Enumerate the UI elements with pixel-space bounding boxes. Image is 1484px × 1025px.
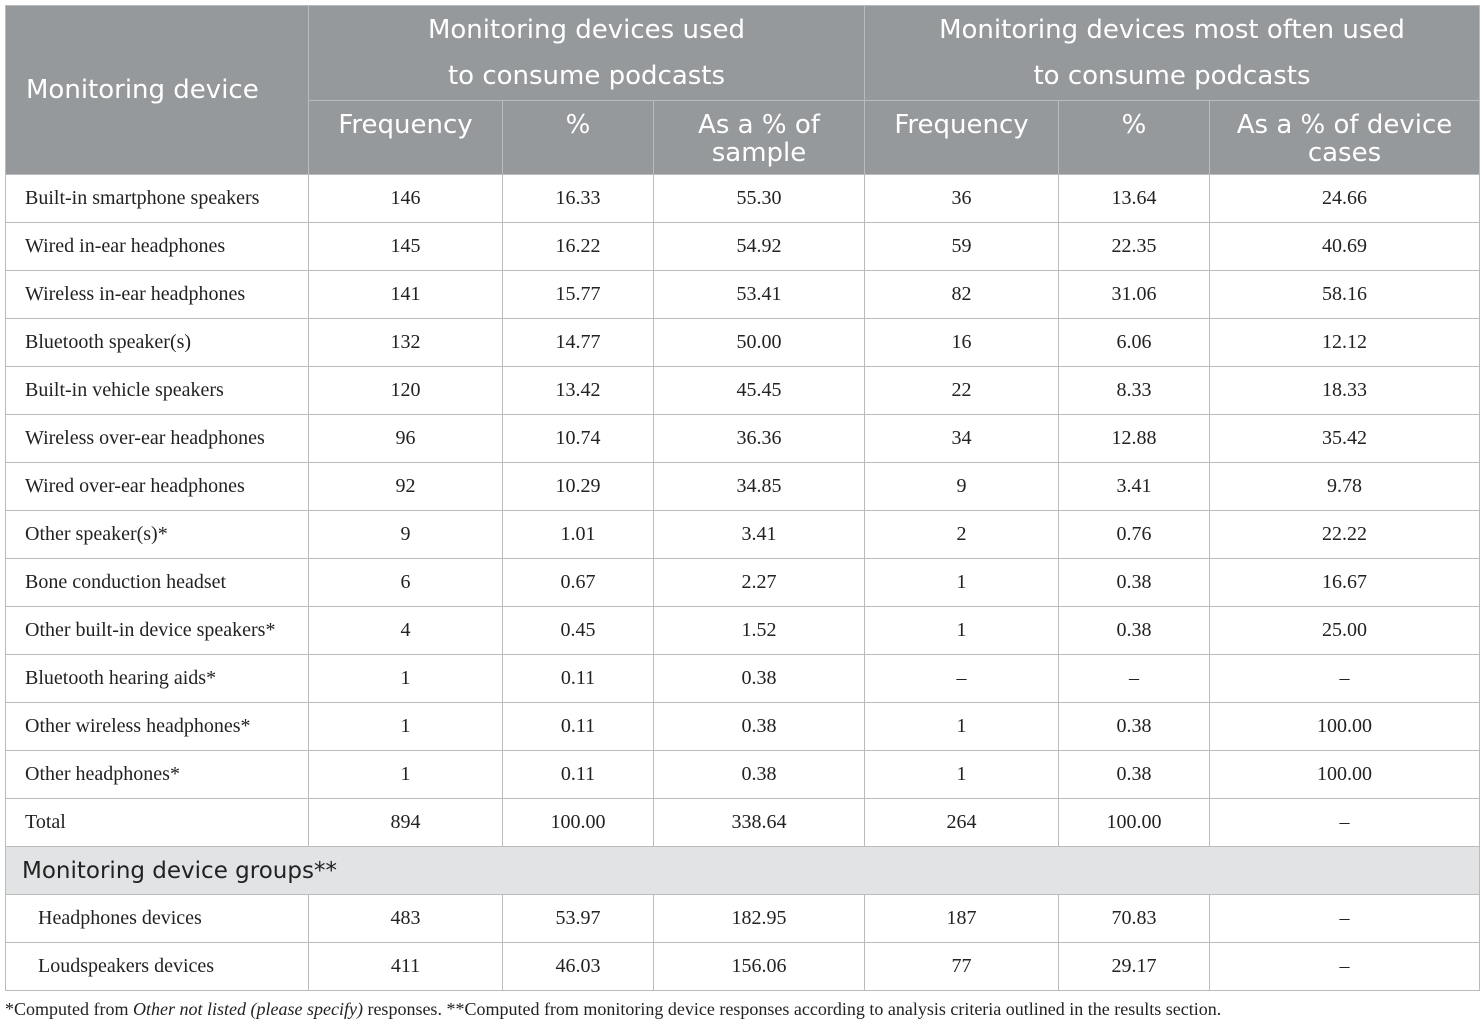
podcast-monitoring-devices-table: [5, 5, 1480, 991]
row-label: Other speaker(s)*: [6, 511, 309, 559]
table-cell: 141: [309, 271, 503, 319]
table-cell: 156.06: [654, 943, 865, 991]
row-label: Wired in-ear headphones: [6, 223, 309, 271]
column-header-pct-of-device-cases: As a % of device cases: [1210, 101, 1480, 175]
column-header-percent: %: [503, 101, 654, 175]
table-cell: 16.22: [503, 223, 654, 271]
table-cell: 34: [865, 415, 1059, 463]
table-cell: 16.67: [1210, 559, 1480, 607]
table-row-bone-conduction-headset: [6, 559, 1480, 607]
column-header-monitoring-device: Monitoring device: [6, 6, 309, 175]
table-row-other-headphones: [6, 751, 1480, 799]
table-cell: 0.38: [654, 655, 865, 703]
row-label: Bluetooth hearing aids*: [6, 655, 309, 703]
table-cell: 29.17: [1059, 943, 1210, 991]
table-cell: 3.41: [654, 511, 865, 559]
table-cell: –: [1210, 655, 1480, 703]
table-cell: 59: [865, 223, 1059, 271]
table-cell: 15.77: [503, 271, 654, 319]
table-cell: –: [1210, 895, 1480, 943]
table-cell: 1.01: [503, 511, 654, 559]
row-label: Wired over-ear headphones: [6, 463, 309, 511]
table-row-wired-in-ear-headphones: [6, 223, 1480, 271]
table-cell: 31.06: [1059, 271, 1210, 319]
table-cell: 24.66: [1210, 175, 1480, 223]
table-cell: 1.52: [654, 607, 865, 655]
footnote-part1: *Computed from: [5, 999, 133, 1019]
column-header-pct-of-sample: As a % of sample: [654, 101, 865, 175]
table-cell: 264: [865, 799, 1059, 847]
table-cell: 0.38: [1059, 703, 1210, 751]
table-cell: 55.30: [654, 175, 865, 223]
table-cell: 894: [309, 799, 503, 847]
table-cell: 35.42: [1210, 415, 1480, 463]
table-cell: 1: [865, 703, 1059, 751]
table-cell: 6.06: [1059, 319, 1210, 367]
table-body: [6, 175, 1480, 991]
row-label: Other built-in device speakers*: [6, 607, 309, 655]
table-cell: 13.64: [1059, 175, 1210, 223]
row-label: Wireless over-ear headphones: [6, 415, 309, 463]
table-cell: 0.38: [1059, 607, 1210, 655]
table-cell: 9: [865, 463, 1059, 511]
table-cell: 14.77: [503, 319, 654, 367]
table-row-wired-over-ear-headphones: [6, 463, 1480, 511]
row-label: Loudspeakers devices: [6, 943, 309, 991]
row-label: Bone conduction headset: [6, 559, 309, 607]
table-cell: 100.00: [503, 799, 654, 847]
table-cell: 0.38: [1059, 751, 1210, 799]
table-cell: 96: [309, 415, 503, 463]
table-cell: 36: [865, 175, 1059, 223]
table-row-wireless-in-ear-headphones: [6, 271, 1480, 319]
table-cell: 1: [309, 655, 503, 703]
table-cell: 40.69: [1210, 223, 1480, 271]
row-label: Other wireless headphones*: [6, 703, 309, 751]
table-footnote: [5, 999, 1221, 1020]
table-cell: 10.74: [503, 415, 654, 463]
column-header-frequency: Frequency: [309, 101, 503, 175]
group2-line2: to consume podcasts: [1033, 61, 1311, 91]
table-cell: 1: [309, 703, 503, 751]
column-header-frequency-most-often: Frequency: [865, 101, 1059, 175]
table-row-headphones-devices: [6, 895, 1480, 943]
table-cell: 22.35: [1059, 223, 1210, 271]
table-cell: 22: [865, 367, 1059, 415]
table-cell: 45.45: [654, 367, 865, 415]
table-cell: 0.11: [503, 655, 654, 703]
table-cell: 100.00: [1210, 703, 1480, 751]
table-cell: 82: [865, 271, 1059, 319]
table-cell: 16.33: [503, 175, 654, 223]
table-cell: 0.45: [503, 607, 654, 655]
column-group-header-most-often-used: [865, 6, 1480, 101]
table-row-bluetooth-speaker-s: [6, 319, 1480, 367]
table-cell: 1: [309, 751, 503, 799]
table-cell: 9: [309, 511, 503, 559]
table-cell: 182.95: [654, 895, 865, 943]
row-label: Other headphones*: [6, 751, 309, 799]
table-row-bluetooth-hearing-aids: [6, 655, 1480, 703]
table-row-other-speaker-s: [6, 511, 1480, 559]
table-row-total: [6, 799, 1480, 847]
table-cell: 0.11: [503, 703, 654, 751]
row-label: Total: [6, 799, 309, 847]
column-group-header-used: [309, 6, 865, 101]
table-cell: 34.85: [654, 463, 865, 511]
table-cell: 12.12: [1210, 319, 1480, 367]
table-cell: 58.16: [1210, 271, 1480, 319]
table-cell: 1: [865, 751, 1059, 799]
table-cell: 50.00: [654, 319, 865, 367]
table-cell: 132: [309, 319, 503, 367]
table-cell: 77: [865, 943, 1059, 991]
table-cell: 100.00: [1059, 799, 1210, 847]
group1-line1: Monitoring devices used: [427, 15, 746, 45]
table-cell: –: [865, 655, 1059, 703]
footnote-part2: responses. **Computed from monitoring device responses according to analysis criteria outlined in the results section.: [362, 999, 1222, 1019]
table-cell: –: [1210, 943, 1480, 991]
table-row-built-in-smartphone-speakers: [6, 175, 1480, 223]
table-cell: 92: [309, 463, 503, 511]
table-cell: 53.97: [503, 895, 654, 943]
table-cell: 16: [865, 319, 1059, 367]
section-title: Monitoring device groups**: [6, 847, 1480, 895]
table-cell: 483: [309, 895, 503, 943]
table-cell: 1: [865, 607, 1059, 655]
table-cell: 146: [309, 175, 503, 223]
table-cell: 2.27: [654, 559, 865, 607]
table-cell: 187: [865, 895, 1059, 943]
table-cell: 46.03: [503, 943, 654, 991]
group2-line1: Monitoring devices most often used: [939, 15, 1405, 45]
table-cell: 8.33: [1059, 367, 1210, 415]
table-cell: 3.41: [1059, 463, 1210, 511]
table-cell: 10.29: [503, 463, 654, 511]
table-cell: 18.33: [1210, 367, 1480, 415]
table-cell: 100.00: [1210, 751, 1480, 799]
table-cell: 120: [309, 367, 503, 415]
table-row-other-wireless-headphones: [6, 703, 1480, 751]
table-cell: 0.38: [1059, 559, 1210, 607]
table-cell: 0.11: [503, 751, 654, 799]
table-cell: 338.64: [654, 799, 865, 847]
table-row-other-built-in-device-speakers: [6, 607, 1480, 655]
table-cell: –: [1210, 799, 1480, 847]
table-cell: 1: [865, 559, 1059, 607]
table-row-built-in-vehicle-speakers: [6, 367, 1480, 415]
table-cell: 145: [309, 223, 503, 271]
table-cell: 0.38: [654, 703, 865, 751]
footnote-italic: Other not listed (please specify): [133, 999, 363, 1019]
table-cell: 54.92: [654, 223, 865, 271]
table-cell: 22.22: [1210, 511, 1480, 559]
table-cell: –: [1059, 655, 1210, 703]
table-cell: 6: [309, 559, 503, 607]
table-cell: 4: [309, 607, 503, 655]
section-row-device-groups: [6, 847, 1480, 895]
table-cell: 0.38: [654, 751, 865, 799]
row-label: Built-in vehicle speakers: [6, 367, 309, 415]
table-cell: 411: [309, 943, 503, 991]
row-label: Built-in smartphone speakers: [6, 175, 309, 223]
column-header-percent-most-often: %: [1059, 101, 1210, 175]
table-cell: 9.78: [1210, 463, 1480, 511]
table-cell: 13.42: [503, 367, 654, 415]
table-cell: 0.76: [1059, 511, 1210, 559]
row-label: Wireless in-ear headphones: [6, 271, 309, 319]
table-cell: 0.67: [503, 559, 654, 607]
table-cell: 53.41: [654, 271, 865, 319]
table-cell: 2: [865, 511, 1059, 559]
table-row-wireless-over-ear-headphones: [6, 415, 1480, 463]
row-label: Headphones devices: [6, 895, 309, 943]
table-cell: 12.88: [1059, 415, 1210, 463]
group1-line2: to consume podcasts: [447, 61, 726, 91]
table-cell: 70.83: [1059, 895, 1210, 943]
table-cell: 25.00: [1210, 607, 1480, 655]
row-label: Bluetooth speaker(s): [6, 319, 309, 367]
table-cell: 36.36: [654, 415, 865, 463]
table-row-loudspeakers-devices: [6, 943, 1480, 991]
